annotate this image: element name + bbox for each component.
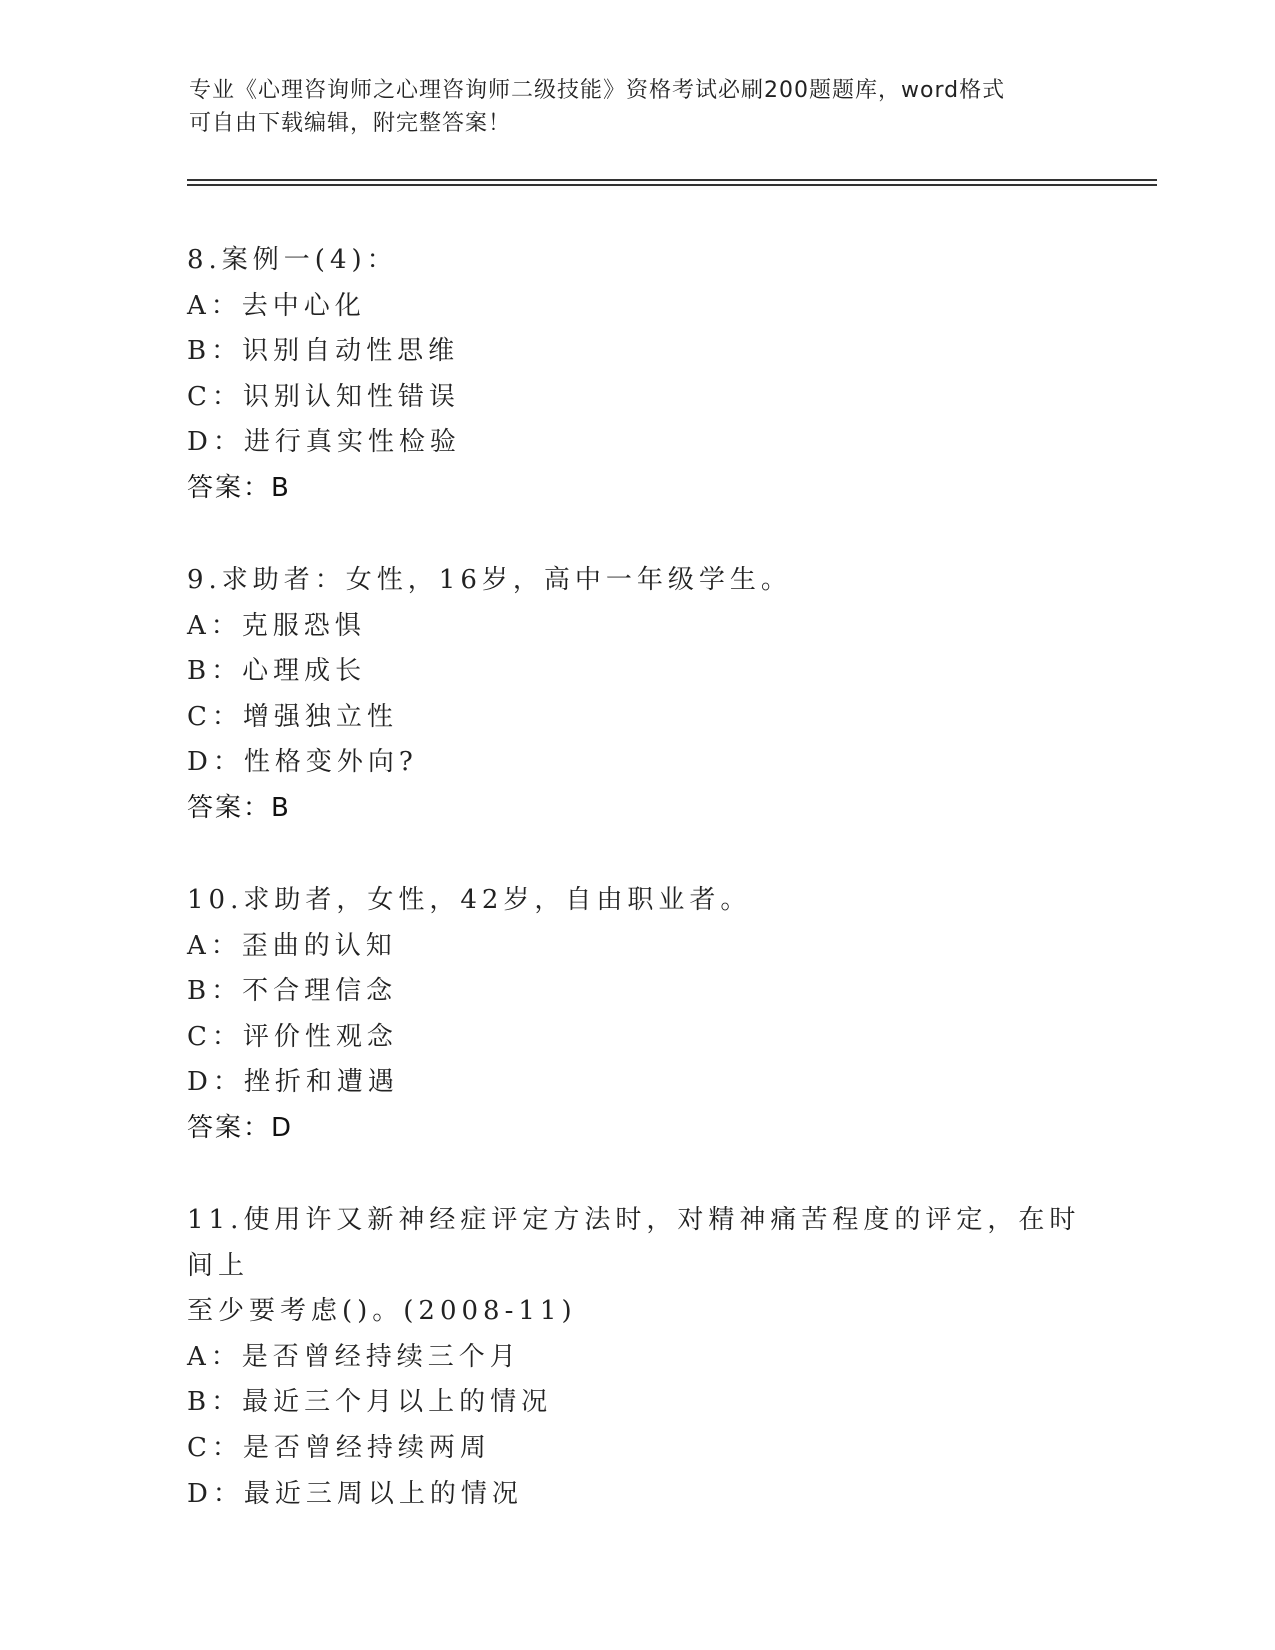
option-b: B：心理成长: [187, 656, 367, 687]
header-line-1: 专业《心理咨询师之心理咨询师二级技能》资格考试必刷200题题库，word格式: [189, 78, 1006, 103]
option-b: B：识别自动性思维: [187, 336, 460, 367]
document-header: [189, 74, 1089, 140]
question-stem-line-1: 11.使用许又新神经症评定方法时，对精神痛苦程度的评定，在时间上: [187, 1205, 1081, 1281]
answer-label: 答案：B: [187, 472, 291, 503]
question-stem: 10.求助者，女性，42岁，自由职业者。: [187, 885, 752, 915]
answer-label: 答案：B: [187, 792, 291, 823]
option-a: A：克服恐惧: [187, 610, 366, 641]
option-d: D：性格变外向?: [187, 747, 418, 778]
header-divider-top: [187, 179, 1157, 181]
option-a: A：去中心化: [187, 290, 366, 321]
question-9: [187, 558, 1107, 832]
question-11: [187, 1198, 1107, 1517]
option-a: A：歪曲的认知: [187, 930, 397, 961]
question-8: [187, 238, 1107, 512]
question-10: [187, 878, 1107, 1152]
option-b: B：不合理信念: [187, 976, 398, 1007]
option-a: A：是否曾经持续三个月: [187, 1341, 521, 1372]
option-d: D：最近三周以上的情况: [187, 1478, 523, 1509]
question-stem: 8.案例一(4)：: [187, 245, 398, 275]
option-c: C：增强独立性: [187, 701, 398, 732]
option-c: C：识别认知性错误: [187, 381, 460, 412]
answer-label: 答案：D: [187, 1112, 294, 1143]
option-c: C：评价性观念: [187, 1021, 398, 1052]
question-stem-line-2: 至少要考虑()。(2008-11): [187, 1296, 577, 1327]
option-d: D：挫折和遭遇: [187, 1067, 399, 1098]
header-line-2: 可自由下载编辑，附完整答案！: [189, 111, 512, 136]
option-b: B：最近三个月以上的情况: [187, 1387, 553, 1418]
header-divider-bottom: [187, 184, 1157, 186]
question-stem: 9.求助者：女性，16岁，高中一年级学生。: [187, 565, 792, 595]
option-d: D：进行真实性检验: [187, 427, 461, 458]
option-c: C：是否曾经持续两周: [187, 1432, 491, 1463]
